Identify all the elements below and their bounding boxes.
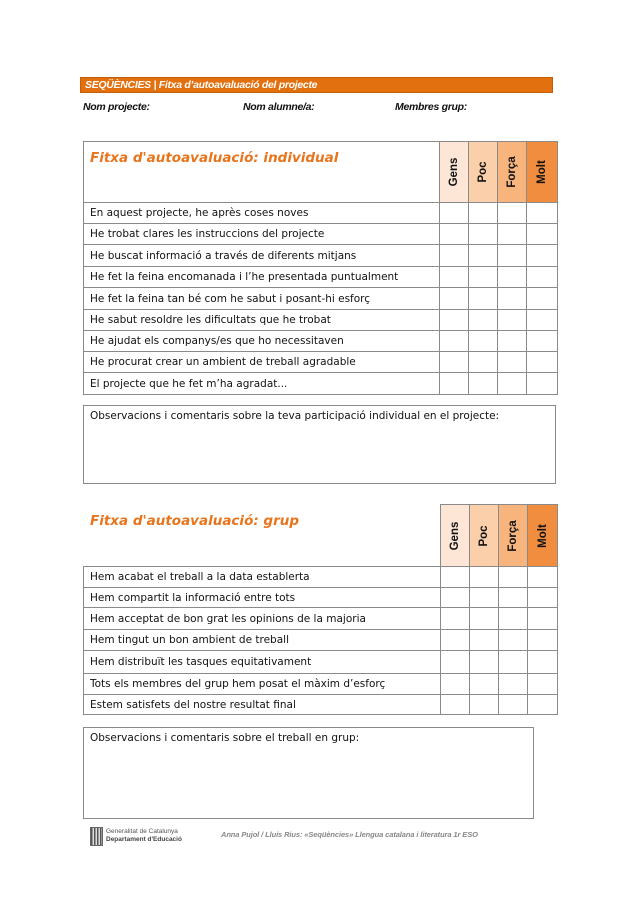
banner-separator: | xyxy=(153,79,157,91)
rating-cell-forca[interactable] xyxy=(498,203,527,224)
rating-cell-molt[interactable] xyxy=(527,288,558,310)
statement-row xyxy=(84,695,558,715)
rating-cell-molt[interactable] xyxy=(528,608,558,630)
rating-cell-poc[interactable] xyxy=(470,588,499,608)
rating-cell-forca[interactable] xyxy=(499,674,528,695)
rating-cell-gens[interactable] xyxy=(440,310,469,331)
rating-cell-molt[interactable] xyxy=(528,630,558,651)
statement-row xyxy=(84,310,558,331)
rating-cell-gens[interactable] xyxy=(440,352,469,373)
rating-cell-poc[interactable] xyxy=(470,567,499,588)
rating-cell-gens[interactable] xyxy=(440,203,469,224)
header-molt-label: Molt xyxy=(536,523,549,548)
rating-cell-molt[interactable] xyxy=(528,651,558,674)
group-section-title: Fitxa d'autoavaluació: grup xyxy=(90,513,300,529)
statement-text: He fet la feina tan bé com he sabut i posant-hi esforç xyxy=(84,288,440,310)
rating-cell-gens[interactable] xyxy=(441,674,470,695)
rating-cell-gens[interactable] xyxy=(441,608,470,630)
rating-cell-gens[interactable] xyxy=(441,630,470,651)
statement-row xyxy=(84,352,558,373)
rating-cell-poc[interactable] xyxy=(469,267,498,288)
rating-cell-forca[interactable] xyxy=(499,567,528,588)
rating-cell-forca[interactable] xyxy=(498,267,527,288)
statement-text: Hem compartit la informació entre tots xyxy=(84,588,441,608)
statement-row xyxy=(84,224,558,245)
rating-cell-molt[interactable] xyxy=(527,245,558,267)
individual-title-cell xyxy=(84,142,440,203)
statement-text: Hem distribuït les tasques equitativament xyxy=(84,651,441,674)
statement-row xyxy=(84,245,558,267)
rating-cell-gens[interactable] xyxy=(440,373,469,395)
rating-cell-gens[interactable] xyxy=(441,588,470,608)
header-forca-label: Força xyxy=(506,156,518,188)
header-gens-label: Gens xyxy=(448,157,460,187)
rating-cell-gens[interactable] xyxy=(441,695,470,715)
statement-row xyxy=(84,203,558,224)
statement-row xyxy=(84,674,558,695)
statement-text: Tots els membres del grup hem posat el màxim d’esforç xyxy=(84,674,441,695)
logo-line-1: Generalitat de Catalunya xyxy=(106,828,178,835)
rating-cell-gens[interactable] xyxy=(441,651,470,674)
rating-cell-forca[interactable] xyxy=(498,288,527,310)
individual-comments-label: Observacions i comentaris sobre la teva participació individual en el projecte: xyxy=(90,410,500,422)
statement-row xyxy=(84,630,558,651)
rating-cell-gens[interactable] xyxy=(440,224,469,245)
generalitat-logo xyxy=(90,826,200,848)
individual-header-row xyxy=(84,142,558,203)
header-gens-label: Gens xyxy=(449,521,461,550)
catalan-shield-icon xyxy=(90,827,103,846)
group-comments-box[interactable] xyxy=(83,727,534,819)
statement-text: He sabut resoldre les dificultats que he trobat xyxy=(84,310,440,331)
statement-text: En aquest projecte, he après coses noves xyxy=(84,203,440,224)
individual-section-title: Fitxa d'autoavaluació: individual xyxy=(90,150,339,166)
rating-cell-gens[interactable] xyxy=(440,267,469,288)
banner-text xyxy=(85,78,317,93)
statement-row xyxy=(84,567,558,588)
rating-cell-poc[interactable] xyxy=(470,630,499,651)
rating-cell-molt[interactable] xyxy=(527,310,558,331)
rating-cell-poc[interactable] xyxy=(469,310,498,331)
rating-cell-forca[interactable] xyxy=(498,352,527,373)
rating-cell-molt[interactable] xyxy=(528,567,558,588)
header-gens xyxy=(440,142,469,203)
rating-cell-poc[interactable] xyxy=(470,608,499,630)
rating-cell-poc[interactable] xyxy=(469,331,498,352)
header-gens xyxy=(441,505,470,567)
header-molt xyxy=(527,142,558,203)
header-poc xyxy=(469,142,498,203)
statement-text: Hem acceptat de bon grat les opinions de la majoria xyxy=(84,608,441,630)
individual-evaluation-table xyxy=(83,141,558,395)
statement-row xyxy=(84,373,558,395)
rating-cell-molt[interactable] xyxy=(528,695,558,715)
statement-row xyxy=(84,288,558,310)
rating-cell-molt[interactable] xyxy=(528,588,558,608)
group-title-cell xyxy=(84,505,441,567)
banner-title: Fitxa d’autoavaluació del projecte xyxy=(158,79,318,91)
header-forca xyxy=(499,505,528,567)
header-banner xyxy=(80,77,553,93)
header-forca xyxy=(498,142,527,203)
rating-cell-gens[interactable] xyxy=(440,245,469,267)
rating-cell-forca[interactable] xyxy=(499,608,528,630)
rating-cell-poc[interactable] xyxy=(469,203,498,224)
statement-text: Estem satisfets del nostre resultat final xyxy=(84,695,441,715)
rating-cell-molt[interactable] xyxy=(527,267,558,288)
statement-text: He procurat crear un ambient de treball agradable xyxy=(84,352,440,373)
rating-cell-forca[interactable] xyxy=(498,310,527,331)
header-molt-label: Molt xyxy=(536,160,548,184)
rating-cell-forca[interactable] xyxy=(499,651,528,674)
rating-cell-molt[interactable] xyxy=(527,224,558,245)
rating-cell-molt[interactable] xyxy=(527,373,558,395)
rating-cell-gens[interactable] xyxy=(441,567,470,588)
rating-cell-gens[interactable] xyxy=(440,288,469,310)
student-name-label: Nom alumne/a: xyxy=(243,101,315,113)
individual-comments-box[interactable] xyxy=(83,405,556,484)
rating-cell-poc[interactable] xyxy=(469,224,498,245)
statement-row xyxy=(84,331,558,352)
rating-cell-poc[interactable] xyxy=(470,695,499,715)
statement-row xyxy=(84,267,558,288)
statement-text: El projecte que he fet m’ha agradat... xyxy=(84,373,440,395)
statement-text: He trobat clares les instruccions del projecte xyxy=(84,224,440,245)
rating-cell-forca[interactable] xyxy=(499,630,528,651)
rating-cell-molt[interactable] xyxy=(527,203,558,224)
header-poc-label: Poc xyxy=(477,161,489,183)
rating-cell-poc[interactable] xyxy=(469,288,498,310)
statement-row xyxy=(84,651,558,674)
rating-cell-forca[interactable] xyxy=(498,224,527,245)
rating-cell-molt[interactable] xyxy=(527,352,558,373)
statement-text: He ajudat els companys/es que ho necessitaven xyxy=(84,331,440,352)
rating-cell-poc[interactable] xyxy=(469,373,498,395)
rating-cell-gens[interactable] xyxy=(440,331,469,352)
series-name: SEQÜÈNCIES xyxy=(85,79,151,91)
group-header-row xyxy=(84,505,558,567)
header-molt xyxy=(528,505,558,567)
statement-row xyxy=(84,608,558,630)
rating-cell-molt[interactable] xyxy=(528,674,558,695)
statement-text: Hem tingut un bon ambient de treball xyxy=(84,630,441,651)
group-comments-label: Observacions i comentaris sobre el treball en grup: xyxy=(90,732,360,744)
statement-row xyxy=(84,588,558,608)
header-forca-label: Força xyxy=(507,519,519,552)
group-members-label: Membres grup: xyxy=(395,101,467,113)
logo-line-2: Departament d'Educació xyxy=(106,836,182,843)
footer-credit: Anna Pujol / Lluís Rius: «Seqüències» Llengua catalana i literatura 1r ESO xyxy=(221,830,478,839)
project-name-label: Nom projecte: xyxy=(83,101,150,113)
rating-cell-molt[interactable] xyxy=(527,331,558,352)
rating-cell-forca[interactable] xyxy=(499,588,528,608)
rating-cell-forca[interactable] xyxy=(498,245,527,267)
group-evaluation-table xyxy=(83,504,558,715)
rating-cell-forca[interactable] xyxy=(498,373,527,395)
statement-text: He buscat informació a través de diferents mitjans xyxy=(84,245,440,267)
rating-cell-poc[interactable] xyxy=(469,245,498,267)
rating-cell-poc[interactable] xyxy=(470,674,499,695)
rating-cell-poc[interactable] xyxy=(469,352,498,373)
statement-text: Hem acabat el treball a la data establerta xyxy=(84,567,441,588)
statement-text: He fet la feina encomanada i l’he presentada puntualment xyxy=(84,267,440,288)
header-poc xyxy=(470,505,499,567)
rating-cell-forca[interactable] xyxy=(499,695,528,715)
rating-cell-forca[interactable] xyxy=(498,331,527,352)
header-poc-label: Poc xyxy=(478,524,490,547)
rating-cell-poc[interactable] xyxy=(470,651,499,674)
